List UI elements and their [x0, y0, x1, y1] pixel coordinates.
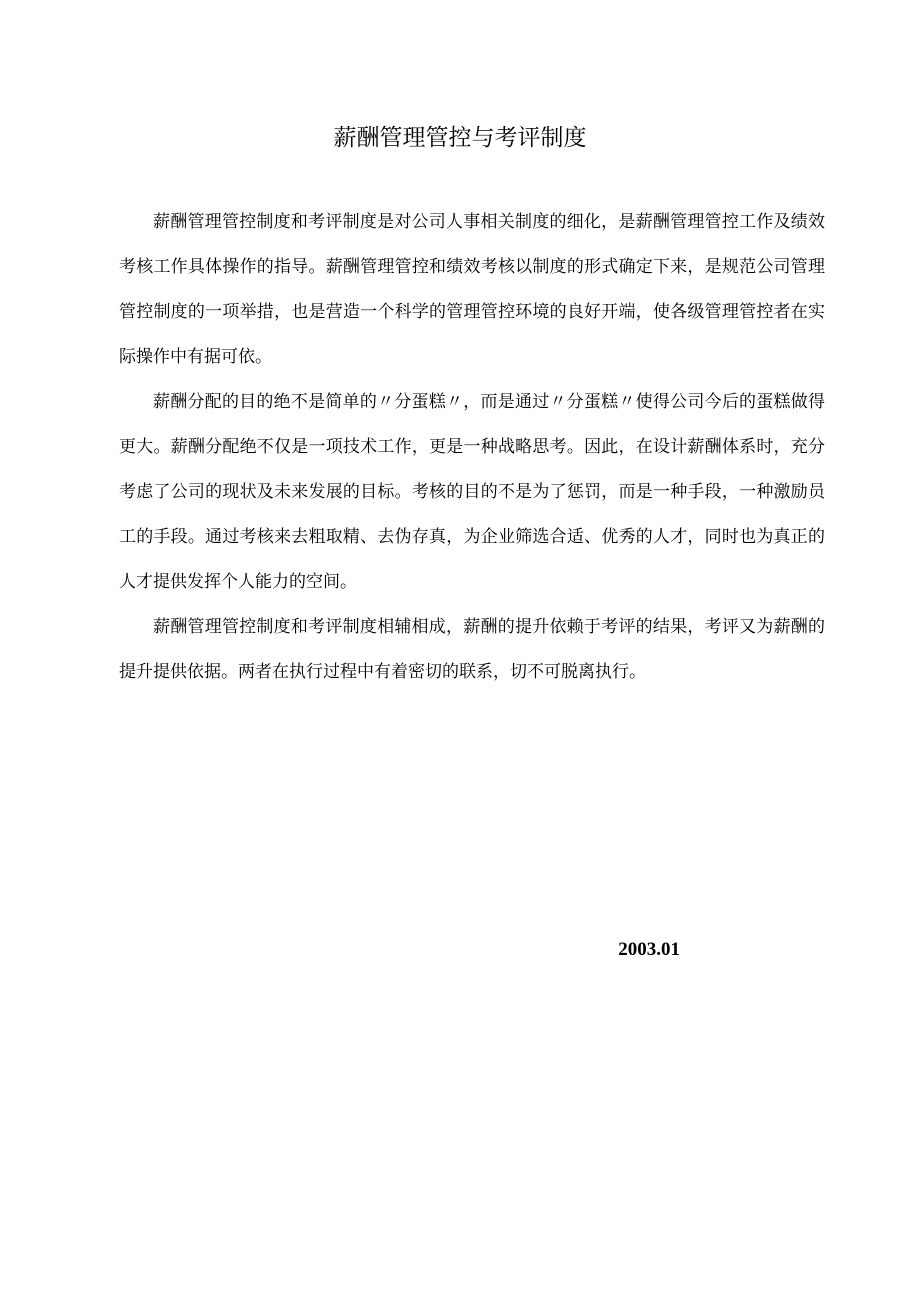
- document-body: [119, 200, 825, 695]
- paragraph-relationship: 薪酬管理管控制度和考评制度相辅相成，薪酬的提升依赖于考评的结果，考评又为薪酬的提升提供依据。两者在执行过程中有着密切的联系，切不可脱离执行。: [119, 617, 825, 682]
- document-title: 薪酬管理管控与考评制度: [333, 125, 587, 151]
- paragraph-purpose: 薪酬分配的目的绝不是简单的〃分蛋糕〃，而是通过〃分蛋糕〃使得公司今后的蛋糕做得更大。薪酬分配绝不仅是一项技术工作，更是一种战略思考。因此，在设计薪酬体系时，充分考虑了公司的现状及未来发展的目标。考核的目的不是为了惩罚，而是一种手段，一种激励员工的手段。通过考核来去粗取精、去伪存真，为企业筛选合适、优秀的人才，同时也为真正的人才提供发挥个人能力的空间。: [119, 392, 825, 592]
- paragraph-intro: 薪酬管理管控制度和考评制度是对公司人事相关制度的细化，是薪酬管理管控工作及绩效考核工作具体操作的指导。薪酬管理管控和绩效考核以制度的形式确定下来，是规范公司管理管控制度的一项举措，也是营造一个科学的管理管控环境的良好开端，使各级管理管控者在实际操作中有据可依。: [119, 212, 825, 367]
- document-date: 2003.01: [618, 939, 680, 960]
